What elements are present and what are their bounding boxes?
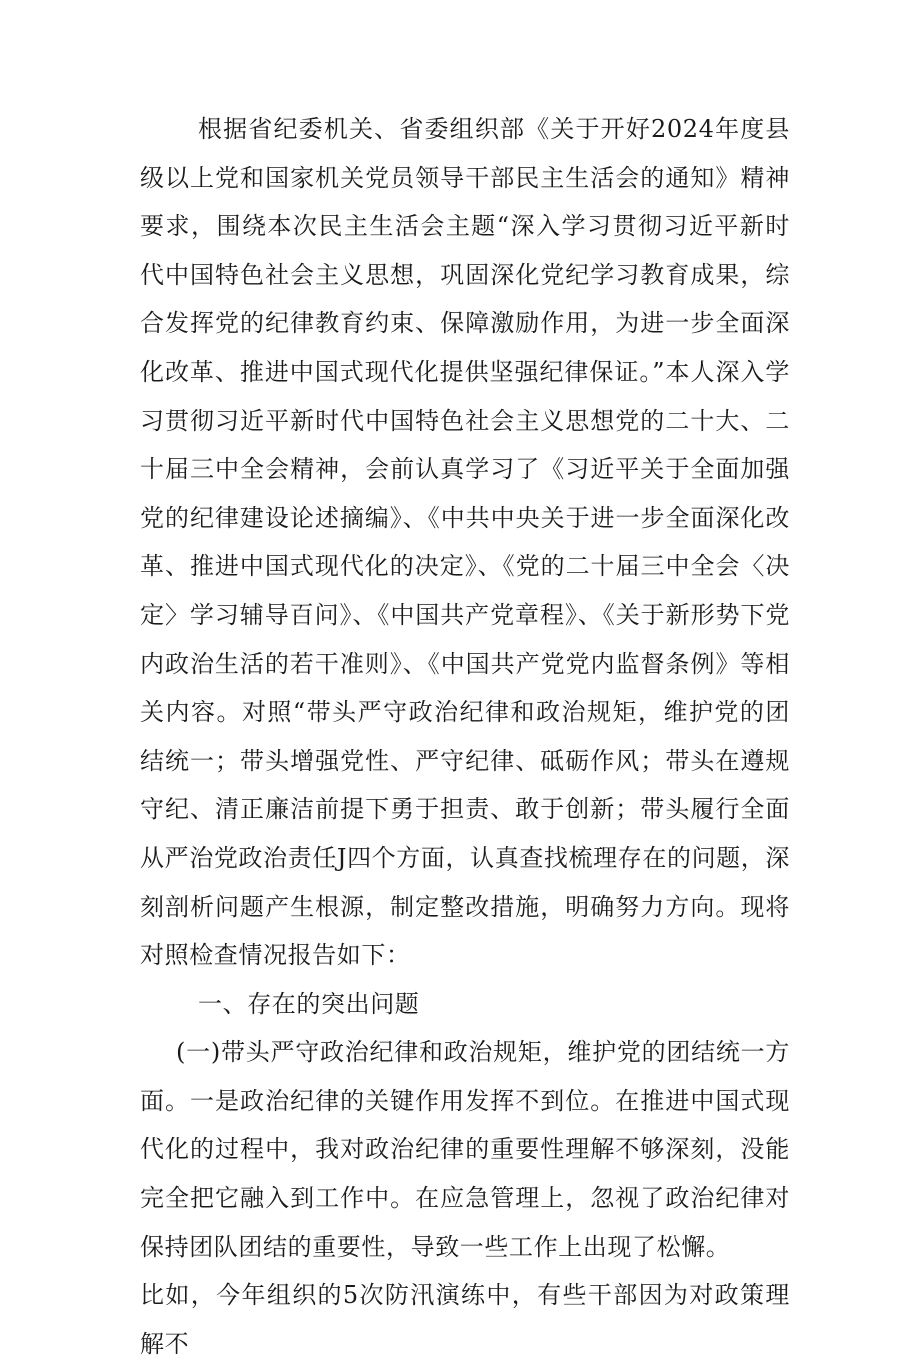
document-body (140, 105, 790, 1368)
intro-paragraph: 根据省纪委机关、省委组织部《关于开好2024年度县级以上党和国家机关党员领导干部民主生活会的通知》精神要求，围绕本次民主生活会主题“深入学习贯彻习近平新时代中国特色社会主义思想，巩固深化党纪学习教育成果，综合发挥党的纪律教育约束、保障激励作用，为进一步全面深化改革、推进中国式现代化提供坚强纪律保证。”本人深入学习贯彻习近平新时代中国特色社会主义思想党的二十大、二十届三中全会精神，会前认真学习了《习近平关于全面加强党的纪律建设论述摘编》、《中共中央关于进一步全面深化改革、推进中国式现代化的决定》、《党的二十届三中全会〈决定〉学习辅导百问》、《中国共产党章程》、《关于新形势下党内政治生活的若干准则》、《中国共产党党内监督条例》等相关内容。对照“带头严守政治纪律和政治规矩，维护党的团结统一；带头增强党性、严守纪律、砥砺作风；带头在遵规守纪、清正廉洁前提下勇于担责、敢于创新；带头履行全面从严治党政治责任J四个方面，认真查找梳理存在的问题，深刻剖析问题产生根源，制定整改措施，明确努力方向。现将对照检查情况报告如下： (140, 115, 790, 970)
example-paragraph: 比如，今年组织的5次防汛演练中，有些干部因为对政策理解不 (140, 1281, 790, 1358)
subsection-paragraph: (一)带头严守政治纪律和政治规矩，维护党的团结统一方面。一是政治纪律的关键作用发挥不到位。在推进中国式现代化的过程中，我对政治纪律的重要性理解不够深刻，没能完全把它融入到工作中。在应急管理上，忽视了政治纪律对保持团队团结的重要性，导致一些工作上出现了松懈。 (140, 1038, 790, 1261)
section-heading: 一、存在的突出问题 (198, 989, 420, 1018)
